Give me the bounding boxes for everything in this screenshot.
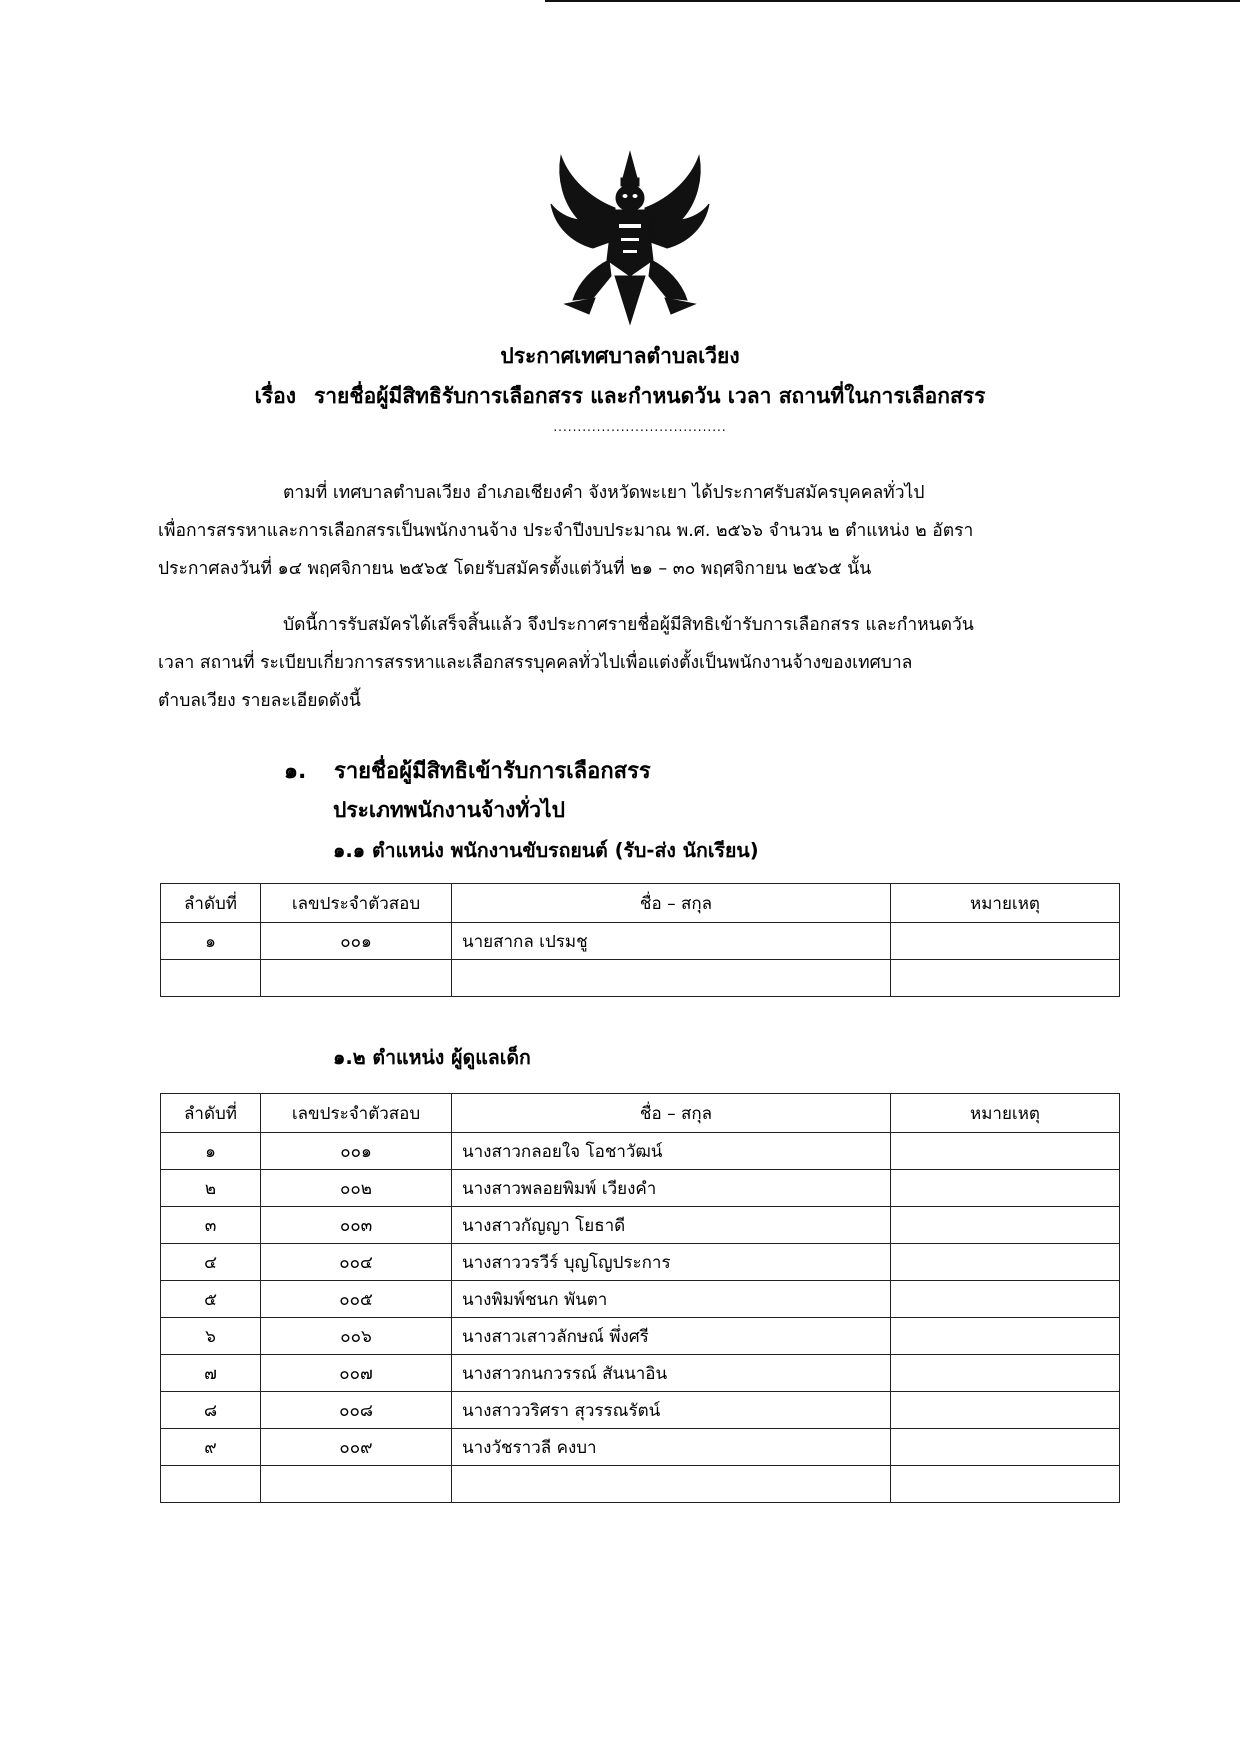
cell-note <box>891 960 1120 997</box>
garuda-emblem-icon <box>549 148 711 326</box>
cell-name: นางสาวกัญญา โยธาดี <box>452 1207 891 1244</box>
paragraph-1-line: เพื่อการสรรหาและการเลือกสรรเป็นพนักงานจ้าง ประจำปีงบประมาณ พ.ศ. ๒๕๖๖ จำนวน ๒ ตำแหน่ง ๒ อัตรา <box>158 521 974 541</box>
header-name: ชื่อ – สกุล <box>452 884 891 923</box>
announcement-subject <box>0 380 1240 413</box>
paragraph-2-line: เวลา สถานที่ ระเบียบเกี่ยวการสรรหาและเลือกสรรบุคคลทั่วไปเพื่อแต่งตั้งเป็นพนักงานจ้างของเทศบาล <box>158 653 913 673</box>
cell-exam-id: ๐๐๙ <box>261 1429 452 1466</box>
cell-note <box>891 1355 1120 1392</box>
cell-name <box>452 1466 891 1503</box>
cell-no: ๙ <box>161 1429 261 1466</box>
header-name: ชื่อ – สกุล <box>452 1094 891 1133</box>
cell-note <box>891 923 1120 960</box>
cell-exam-id: ๐๐๗ <box>261 1355 452 1392</box>
position-2-heading: ๑.๒ ตำแหน่ง ผู้ดูแลเด็ก <box>333 1046 531 1069</box>
cell-no: ๘ <box>161 1392 261 1429</box>
cell-no <box>161 960 261 997</box>
cell-name: นางสาวพลอยพิมพ์ เวียงคำ <box>452 1170 891 1207</box>
candidate-table-driver <box>160 883 1120 997</box>
cell-no: ๖ <box>161 1318 261 1355</box>
subject-label: เรื่อง <box>254 384 296 408</box>
cell-exam-id: ๐๐๑ <box>261 1133 452 1170</box>
cell-exam-id: ๐๐๕ <box>261 1281 452 1318</box>
cell-exam-id: ๐๐๖ <box>261 1318 452 1355</box>
cell-name: นางวัชราวลี คงบา <box>452 1429 891 1466</box>
section-heading-text: รายชื่อผู้มีสิทธิเข้ารับการเลือกสรร <box>334 759 651 784</box>
cell-name <box>452 960 891 997</box>
cell-no: ๓ <box>161 1207 261 1244</box>
paragraph-1-line: ประกาศลงวันที่ ๑๔ พฤศจิกายน ๒๕๖๕ โดยรับสมัครตั้งแต่วันที่ ๒๑ – ๓๐ พฤศจิกายน ๒๕๖๕ นั้น <box>158 559 872 579</box>
cell-exam-id: ๐๐๒ <box>261 1170 452 1207</box>
table-row <box>161 1392 1120 1429</box>
cell-note <box>891 1429 1120 1466</box>
cell-name: นางสาวกนกวรรณ์ สันนาอิน <box>452 1355 891 1392</box>
cell-note <box>891 1281 1120 1318</box>
section-type: ประเภทพนักงานจ้างทั่วไป <box>333 798 565 822</box>
paragraph-1 <box>158 474 1108 588</box>
cell-exam-id: ๐๐๑ <box>261 923 452 960</box>
section-number: ๑. <box>284 759 307 784</box>
header-note: หมายเหตุ <box>891 1094 1120 1133</box>
table-row <box>161 923 1120 960</box>
cell-note <box>891 1133 1120 1170</box>
header-note: หมายเหตุ <box>891 884 1120 923</box>
table-header-row <box>161 1094 1120 1133</box>
table-row <box>161 960 1120 997</box>
cell-exam-id <box>261 1466 452 1503</box>
cell-note <box>891 1170 1120 1207</box>
cell-no: ๔ <box>161 1244 261 1281</box>
table-row <box>161 1466 1120 1503</box>
table-row <box>161 1133 1120 1170</box>
cell-note <box>891 1392 1120 1429</box>
table-row <box>161 1429 1120 1466</box>
paragraph-1-line: ตามที่ เทศบาลตำบลเวียง อำเภอเชียงคำ จังหวัดพะเยา ได้ประกาศรับสมัครบุคคลทั่วไป <box>283 483 925 503</box>
section-heading <box>284 753 651 788</box>
cell-exam-id: ๐๐๔ <box>261 1244 452 1281</box>
cell-note <box>891 1244 1120 1281</box>
cell-name: นายสากล เปรมชู <box>452 923 891 960</box>
table-row <box>161 1281 1120 1318</box>
header-no: ลำดับที่ <box>161 884 261 923</box>
table-row <box>161 1355 1120 1392</box>
cell-no: ๕ <box>161 1281 261 1318</box>
paragraph-2 <box>158 606 1108 720</box>
paragraph-2-line: บัดนี้การรับสมัครได้เสร็จสิ้นแล้ว จึงประกาศรายชื่อผู้มีสิทธิเข้ารับการเลือกสรร และกำหนดวัน <box>283 615 974 635</box>
title-separator: .................................... <box>553 420 727 434</box>
cell-no: ๑ <box>161 1133 261 1170</box>
table-row <box>161 1207 1120 1244</box>
header-exam-id: เลขประจำตัวสอบ <box>261 884 452 923</box>
cell-note <box>891 1466 1120 1503</box>
cell-no: ๗ <box>161 1355 261 1392</box>
top-border-line <box>545 0 1240 2</box>
cell-note <box>891 1207 1120 1244</box>
paragraph-2-line: ตำบลเวียง รายละเอียดดังนี้ <box>158 691 361 711</box>
announcement-title: ประกาศเทศบาลตำบลเวียง <box>500 344 740 368</box>
cell-name: นางสาวกลอยใจ โอชาวัฒน์ <box>452 1133 891 1170</box>
table-row <box>161 1318 1120 1355</box>
cell-exam-id: ๐๐๓ <box>261 1207 452 1244</box>
cell-no <box>161 1466 261 1503</box>
table-header-row <box>161 884 1120 923</box>
candidate-table-childcare <box>160 1093 1120 1503</box>
cell-no: ๒ <box>161 1170 261 1207</box>
subject-text: รายชื่อผู้มีสิทธิรับการเลือกสรร และกำหนดวัน เวลา สถานที่ในการเลือกสรร <box>313 384 986 408</box>
table-row <box>161 1244 1120 1281</box>
cell-name: นางพิมพ์ชนก พันตา <box>452 1281 891 1318</box>
header-exam-id: เลขประจำตัวสอบ <box>261 1094 452 1133</box>
cell-name: นางสาววรวีร์ บุญโญประการ <box>452 1244 891 1281</box>
cell-name: นางสาววริศรา สุวรรณรัตน์ <box>452 1392 891 1429</box>
cell-name: นางสาวเสาวลักษณ์ พึ่งศรี <box>452 1318 891 1355</box>
cell-no: ๑ <box>161 923 261 960</box>
cell-note <box>891 1318 1120 1355</box>
cell-exam-id <box>261 960 452 997</box>
table-row <box>161 1170 1120 1207</box>
header-no: ลำดับที่ <box>161 1094 261 1133</box>
position-1-heading: ๑.๑ ตำแหน่ง พนักงานขับรถยนต์ (รับ-ส่ง นักเรียน) <box>333 839 759 862</box>
cell-exam-id: ๐๐๘ <box>261 1392 452 1429</box>
